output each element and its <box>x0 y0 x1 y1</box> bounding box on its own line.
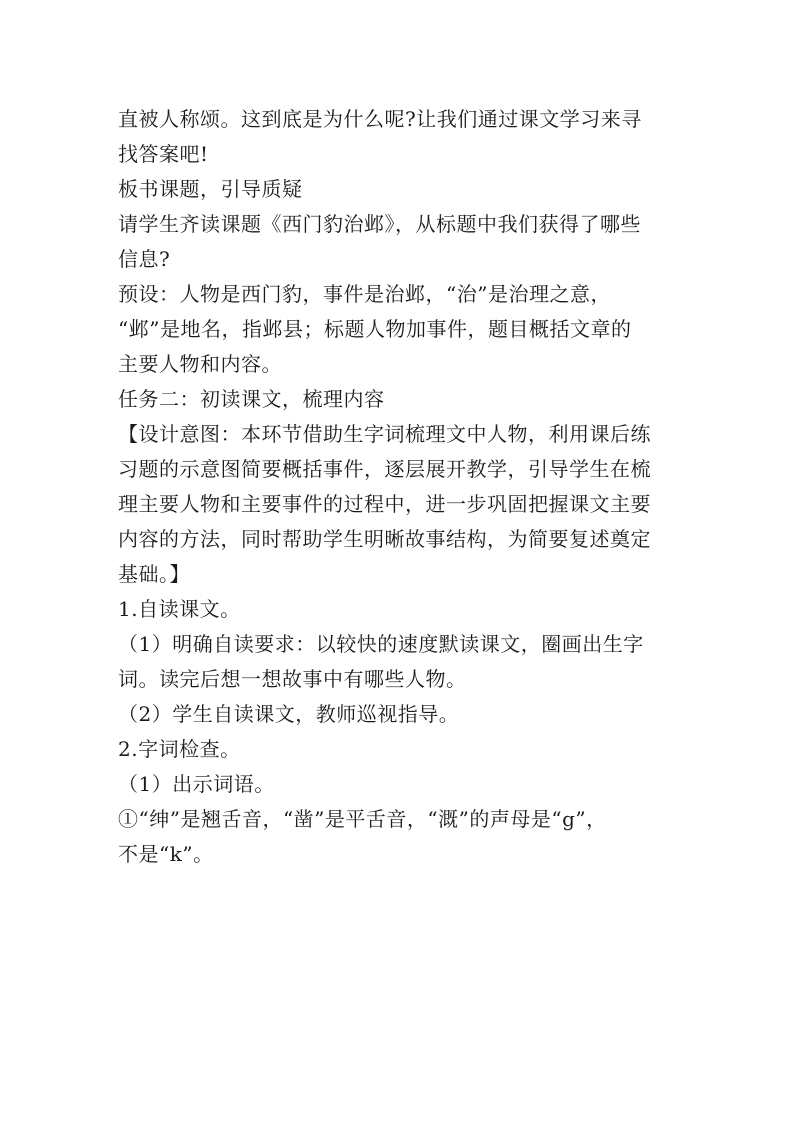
text-line: （1）明确自读要求：以较快的速度默读课文，圈画出生字 <box>118 632 644 656</box>
text-line: （1）出示词语。 <box>118 772 275 796</box>
text-line: 【设计意图：本环节借助生字词梳理文中人物，利用课后练 <box>118 422 651 446</box>
text-line: 板书课题，引导质疑 <box>118 177 303 201</box>
text-line: 直被人称颂。这到底是为什么呢?让我们通过课文学习来寻 <box>118 107 642 131</box>
text-line: 1.自读课文。 <box>118 597 241 621</box>
text-line: 预设：人物是西门豹，事件是治邺，“治”是治理之意， <box>118 282 611 306</box>
text-line: ①“绅”是翘舌音，“凿”是平舌音，“溉”的声母是“g”， <box>118 807 607 831</box>
text-line: 不是“k”。 <box>118 842 214 866</box>
text-line: 请学生齐读课题《西门豹治邺》，从标题中我们获得了哪些 <box>118 212 641 236</box>
text-line: 任务二：初读课文，梳理内容 <box>118 387 385 411</box>
text-line: （2）学生自读课文，教师巡视指导。 <box>118 702 460 726</box>
text-line: 内容的方法，同时帮助学生明晰故事结构，为简要复述奠定 <box>118 527 651 551</box>
text-line: 主要人物和内容。 <box>118 352 282 376</box>
text-line: “邺”是地名，指邺县；标题人物加事件，题目概括文章的 <box>118 317 632 341</box>
text-line: 习题的示意图简要概括事件，逐层展开教学，引导学生在梳 <box>118 457 651 481</box>
document-body <box>118 102 678 872</box>
text-line: 找答案吧! <box>118 142 209 166</box>
text-line: 理主要人物和主要事件的过程中，进一步巩固把握课文主要 <box>118 492 651 516</box>
text-line: 基础。】 <box>118 562 190 586</box>
text-line: 2.字词检查。 <box>118 737 241 761</box>
text-line: 信息? <box>118 247 171 271</box>
text-line: 词。读完后想一想故事中有哪些人物。 <box>118 667 467 691</box>
